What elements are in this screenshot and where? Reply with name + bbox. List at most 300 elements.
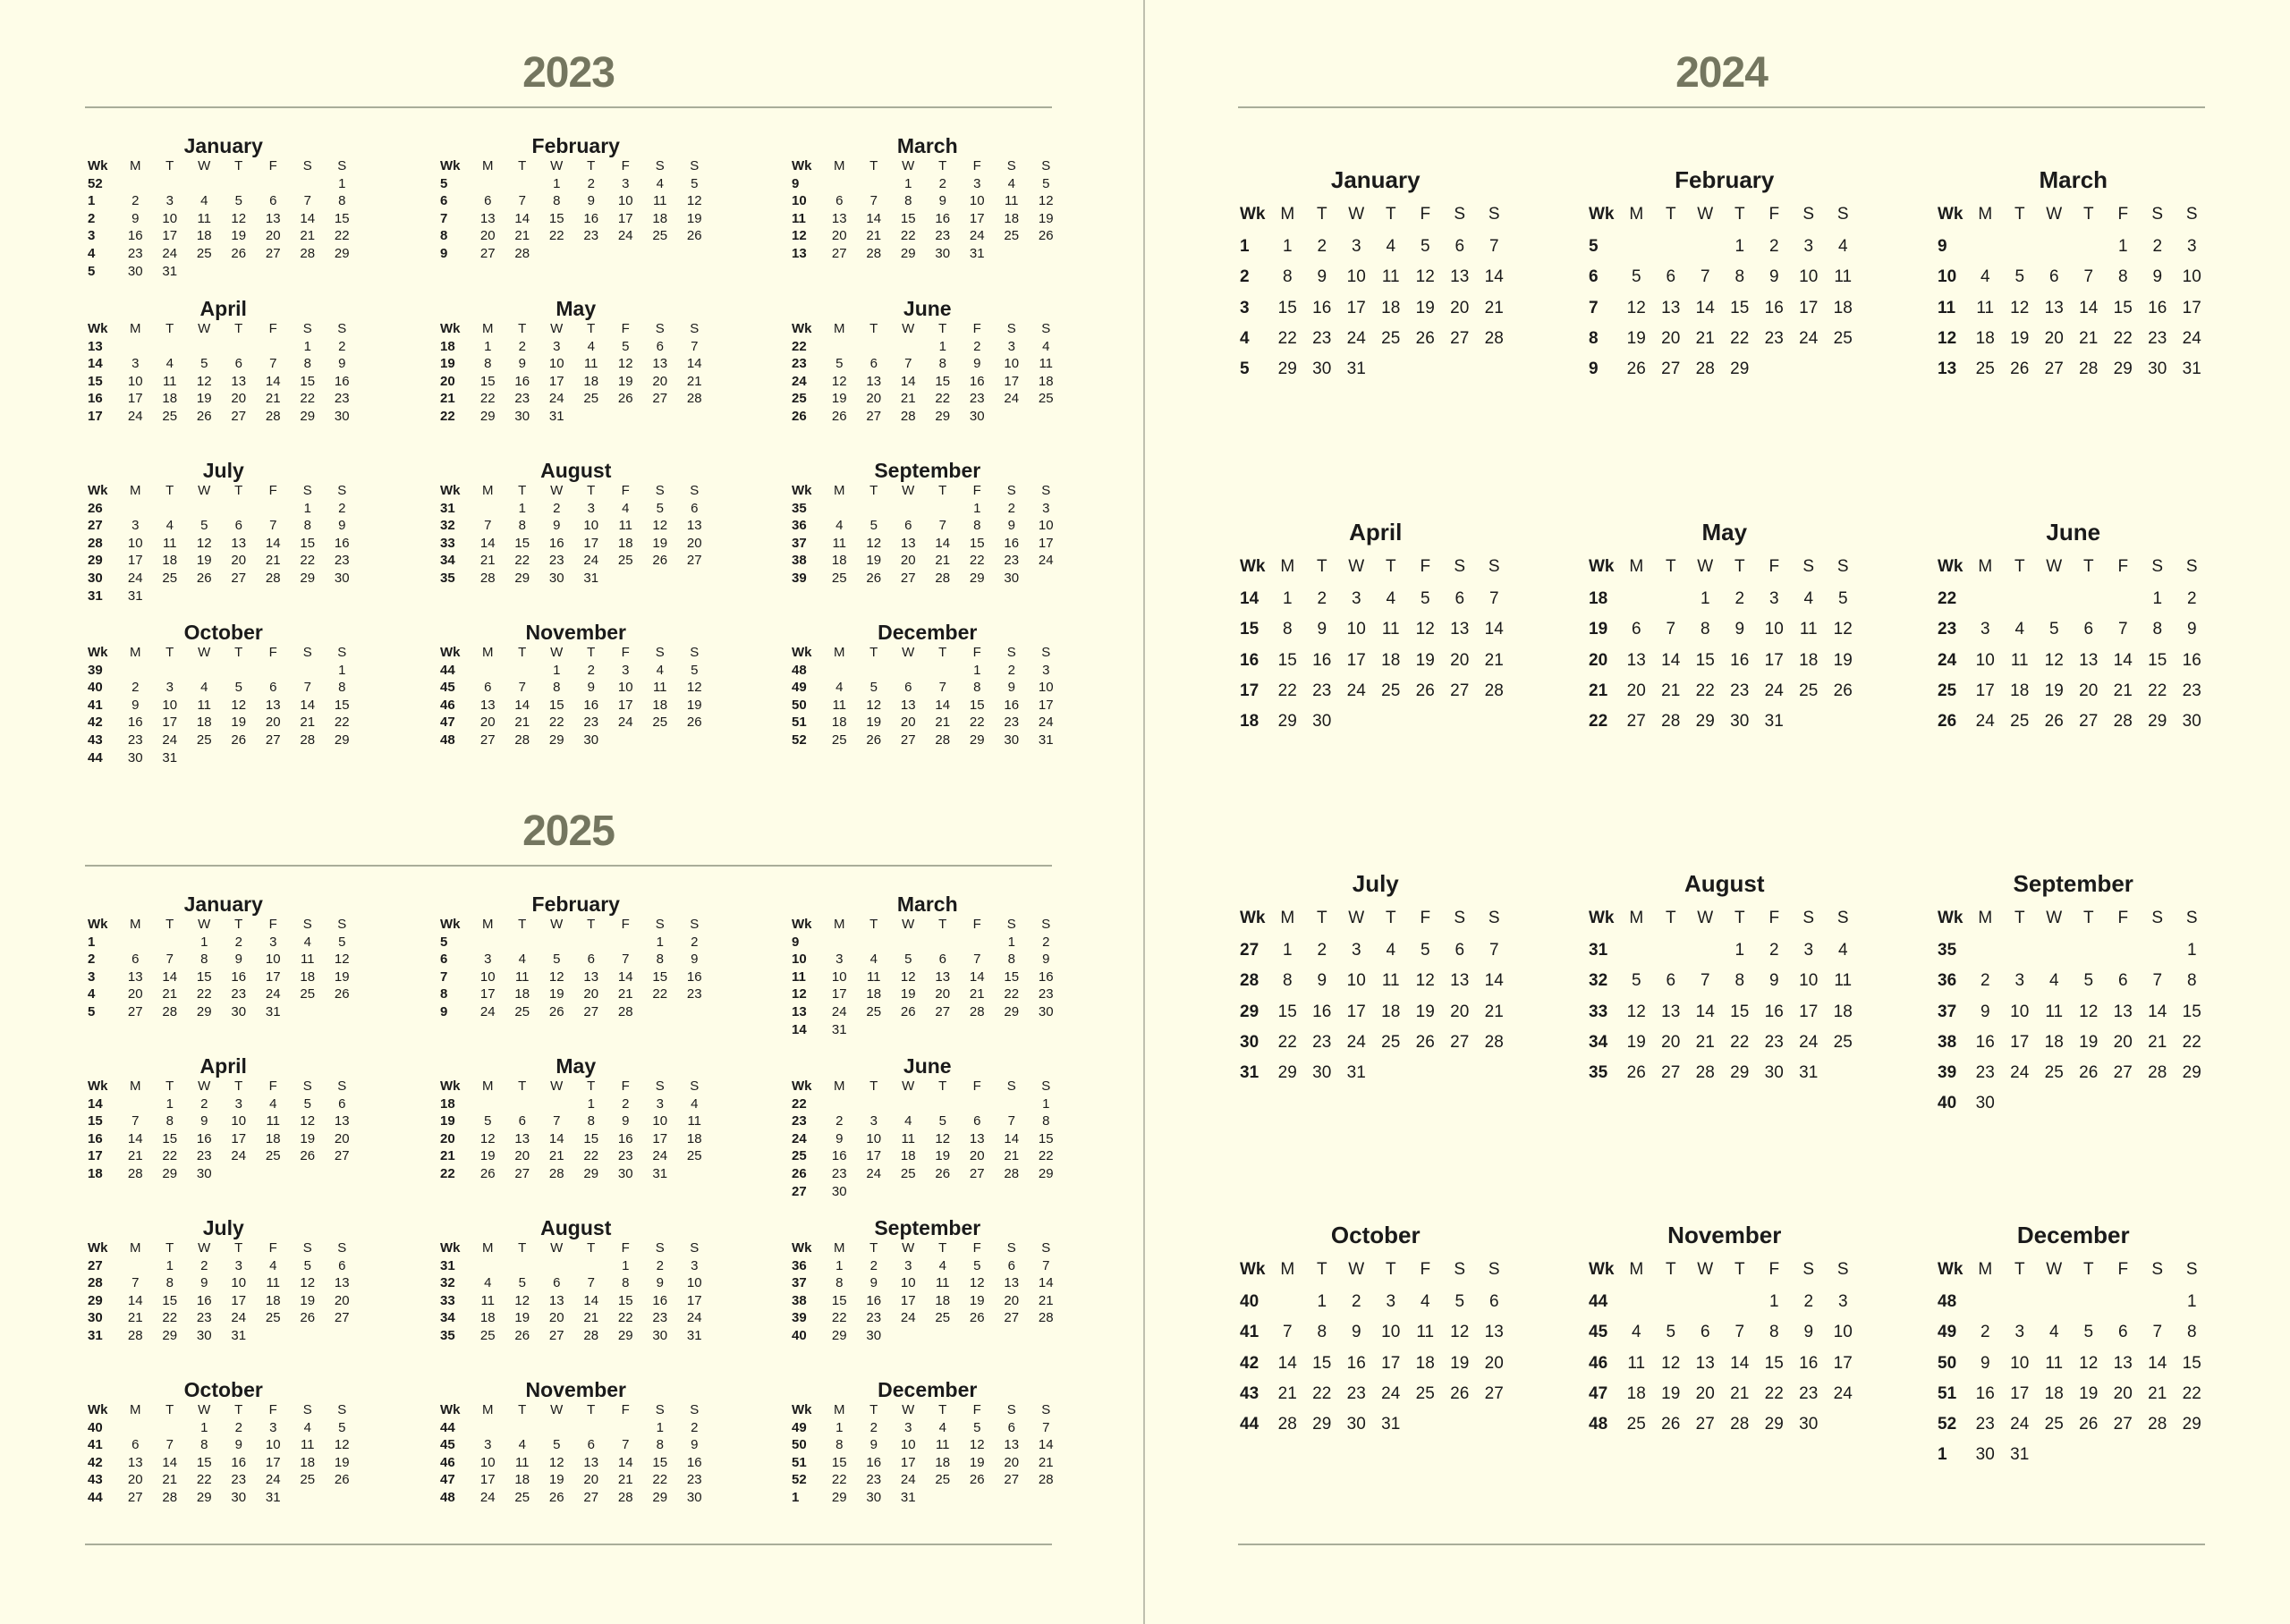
weekday-label: T	[869, 158, 878, 173]
week-number: 14	[1240, 589, 1260, 608]
day-cell: 29	[1730, 359, 1750, 379]
day-cell	[1408, 1409, 1443, 1440]
week-row	[440, 192, 712, 210]
day-cell: 7	[518, 680, 526, 696]
week-row	[792, 1436, 1064, 1454]
day-cell: 4	[165, 356, 174, 372]
day-cell: 25	[935, 1310, 951, 1326]
day-cell: 29	[196, 1003, 212, 1019]
day-cell: 5	[2083, 1323, 2094, 1342]
weekday-label: S	[2151, 205, 2164, 224]
week-row	[1938, 1409, 2209, 1440]
week-number: 51	[792, 1454, 807, 1470]
month-name: January	[183, 892, 263, 916]
day-cell: 1	[338, 175, 346, 191]
week-row	[440, 517, 712, 535]
day-cell: 14	[686, 356, 702, 372]
week-row	[1938, 1287, 2209, 1317]
weekday-label: W	[550, 321, 564, 336]
day-cell: 3	[553, 338, 561, 354]
day-cell: 3	[622, 175, 630, 191]
day-cell	[153, 338, 188, 356]
week-row	[88, 517, 360, 535]
day-cell: 24	[1975, 712, 1995, 732]
week-number: 16	[88, 391, 103, 407]
day-cell	[256, 588, 291, 605]
month-grid	[88, 1239, 360, 1345]
week-row	[1589, 646, 1861, 676]
week-number: 36	[792, 1257, 807, 1273]
weekday-label: T	[869, 645, 878, 660]
day-cell: 15	[2182, 1353, 2201, 1373]
day-cell: 28	[300, 732, 316, 748]
week-row	[88, 1419, 360, 1437]
weekday-label: S	[1006, 1240, 1016, 1256]
day-cell: 21	[1484, 650, 1504, 670]
day-cell: 27	[900, 570, 916, 586]
day-cell	[153, 588, 188, 605]
month-name: June	[2046, 519, 2101, 546]
week-number: 12	[1938, 328, 1957, 348]
day-cell: 5	[869, 518, 878, 534]
day-cell: 28	[1004, 1165, 1020, 1181]
day-cell	[891, 1021, 926, 1039]
day-cell: 17	[1038, 697, 1054, 713]
day-cell	[995, 1183, 1030, 1201]
week-number: 3	[88, 228, 96, 244]
week-number: 19	[1589, 620, 1608, 639]
day-cell: 24	[866, 1165, 882, 1181]
week-row	[792, 1309, 1064, 1327]
day-cell: 20	[686, 535, 702, 551]
day-cell	[1826, 354, 1861, 385]
weekday-label: M	[482, 483, 494, 498]
day-cell: 26	[1038, 228, 1054, 244]
day-cell: 9	[1007, 518, 1015, 534]
day-cell: 5	[553, 1437, 561, 1453]
day-cell: 29	[1277, 1063, 1297, 1083]
day-cell: 9	[553, 518, 561, 534]
day-cell: 30	[831, 1183, 847, 1199]
day-cell: 11	[832, 697, 847, 713]
week-row	[792, 968, 1064, 986]
month-grid	[1240, 1253, 1512, 1440]
day-cell: 12	[1626, 1002, 1646, 1021]
day-cell: 26	[514, 1327, 530, 1343]
week-number: 13	[88, 338, 103, 354]
day-cell	[960, 934, 995, 952]
day-cell	[995, 1095, 1030, 1113]
day-cell: 24	[1346, 328, 1366, 348]
weekday-label: T	[938, 917, 947, 932]
day-cell: 1	[938, 338, 946, 354]
day-cell: 5	[518, 1275, 526, 1291]
weekday-label: W	[198, 483, 211, 498]
day-cell: 20	[334, 1292, 350, 1308]
day-cell	[118, 662, 153, 680]
weekday-header-row	[440, 482, 712, 500]
weekday-label: W	[198, 1402, 211, 1417]
day-cell	[891, 500, 926, 518]
weekday-label: W	[902, 645, 915, 660]
day-cell	[291, 1165, 326, 1183]
weekday-header-row	[88, 1078, 360, 1095]
weekday-label: T	[1734, 1260, 1745, 1279]
day-cell: 23	[231, 986, 247, 1002]
day-cell: 22	[196, 1472, 212, 1488]
day-cell: 23	[127, 245, 143, 261]
day-cell: 5	[338, 1419, 346, 1435]
day-cell: 14	[866, 210, 882, 226]
week-row	[792, 1454, 1064, 1472]
day-cell: 8	[973, 680, 981, 696]
month-june-2023	[792, 297, 1064, 426]
weekday-label: S	[1488, 1260, 1500, 1279]
week-row	[440, 1095, 712, 1113]
weekday-label: T	[234, 158, 243, 173]
day-cell: 21	[265, 553, 281, 569]
month-june-2024	[1938, 514, 2209, 737]
day-cell: 5	[973, 1419, 981, 1435]
week-number: 43	[88, 732, 103, 748]
day-cell: 2	[338, 338, 346, 354]
day-cell: 23	[1038, 986, 1054, 1002]
month-name: February	[531, 134, 620, 157]
day-cell: 19	[2079, 1032, 2099, 1052]
day-cell: 19	[1415, 650, 1435, 670]
day-cell: 26	[196, 570, 212, 586]
weekday-label: S	[1454, 557, 1466, 576]
day-cell: 6	[553, 1275, 561, 1291]
weekday-label: M	[834, 645, 845, 660]
day-cell: 31	[265, 1489, 281, 1505]
day-cell: 19	[300, 1292, 316, 1308]
weekday-label: T	[2082, 557, 2094, 576]
day-cell: 17	[127, 553, 143, 569]
day-cell: 7	[303, 680, 311, 696]
day-cell: 26	[548, 1489, 564, 1505]
day-cell: 6	[518, 1113, 526, 1129]
day-cell: 12	[617, 356, 633, 372]
day-cell	[187, 662, 222, 680]
day-cell: 31	[831, 1021, 847, 1037]
day-cell: 25	[2010, 712, 2030, 732]
day-cell: 5	[200, 518, 208, 534]
weekday-header-row	[1938, 901, 2209, 935]
day-cell	[1826, 706, 1861, 737]
day-cell: 14	[935, 535, 951, 551]
weekday-header-row	[88, 482, 360, 500]
day-cell: 29	[900, 245, 916, 261]
week-number: 14	[88, 356, 103, 372]
day-cell: 30	[1312, 1063, 1332, 1083]
week-number: 40	[1240, 1292, 1260, 1311]
weekday-label: T	[234, 1078, 243, 1094]
day-cell: 21	[2148, 1032, 2167, 1052]
day-cell: 22	[1730, 1032, 1750, 1052]
day-cell: 11	[514, 968, 530, 985]
day-cell: 2	[869, 1257, 878, 1273]
day-cell: 10	[1381, 1323, 1401, 1342]
day-cell: 4	[869, 952, 878, 968]
day-cell: 2	[518, 338, 526, 354]
day-cell: 9	[1317, 267, 1327, 287]
day-cell	[118, 1095, 153, 1113]
day-cell: 9	[234, 952, 242, 968]
day-cell: 18	[935, 1454, 951, 1470]
week-header: Wk	[440, 158, 461, 173]
day-cell: 13	[1626, 650, 1646, 670]
day-cell: 26	[866, 570, 882, 586]
day-cell: 16	[548, 535, 564, 551]
day-cell: 23	[127, 732, 143, 748]
day-cell: 21	[969, 986, 985, 1002]
day-cell: 4	[484, 1275, 492, 1291]
day-cell: 6	[904, 680, 912, 696]
week-row	[88, 714, 360, 732]
day-cell: 3	[165, 680, 174, 696]
week-row	[88, 934, 360, 952]
day-cell: 15	[583, 1130, 599, 1146]
day-cell: 20	[583, 1472, 599, 1488]
month-november-2024	[1589, 1217, 1861, 1440]
week-number: 2	[1240, 267, 1250, 287]
day-cell: 18	[1381, 298, 1401, 317]
week-number: 18	[440, 338, 455, 354]
day-cell: 12	[1626, 298, 1646, 317]
day-cell	[1792, 354, 1827, 385]
week-number: 38	[792, 1292, 807, 1308]
week-number: 13	[792, 245, 807, 261]
day-cell: 19	[2044, 681, 2064, 700]
day-cell: 5	[2048, 620, 2059, 639]
day-cell: 18	[866, 986, 882, 1002]
week-row	[440, 1454, 712, 1472]
week-header: Wk	[88, 1240, 108, 1256]
week-number: 38	[792, 553, 807, 569]
year-title-2023: 2023	[522, 49, 615, 97]
day-cell	[187, 749, 222, 767]
day-cell: 29	[548, 732, 564, 748]
month-grid	[440, 1401, 712, 1507]
day-cell: 5	[234, 680, 242, 696]
weekday-label: S	[1836, 1260, 1849, 1279]
day-cell: 20	[831, 228, 847, 244]
day-cell: 17	[2182, 298, 2201, 317]
day-cell: 5	[338, 934, 346, 950]
day-cell: 6	[2117, 971, 2128, 991]
week-number: 44	[88, 749, 103, 765]
day-cell: 26	[1415, 1032, 1435, 1052]
day-cell: 22	[1038, 1148, 1054, 1164]
weekday-label: S	[2151, 557, 2164, 576]
day-cell: 25	[652, 715, 668, 731]
weekday-label: W	[550, 645, 564, 660]
day-cell: 7	[1666, 620, 1676, 639]
week-number: 14	[792, 1021, 807, 1037]
day-cell: 20	[1450, 1002, 1470, 1021]
day-cell: 8	[938, 356, 946, 372]
month-name: August	[540, 1216, 612, 1239]
day-cell: 11	[300, 1437, 315, 1453]
day-cell: 23	[686, 986, 702, 1002]
day-cell: 24	[1346, 681, 1366, 700]
day-cell: 1	[553, 175, 561, 191]
day-cell: 12	[334, 1437, 350, 1453]
week-row	[1938, 262, 2209, 292]
day-cell: 26	[652, 553, 668, 569]
week-row	[1589, 1349, 1861, 1379]
day-cell: 23	[1975, 1415, 1995, 1434]
day-cell: 20	[1661, 328, 1681, 348]
month-grid	[88, 320, 360, 426]
week-row	[792, 373, 1064, 391]
day-cell: 5	[1455, 1292, 1465, 1311]
day-cell: 30	[2148, 359, 2167, 379]
day-cell: 11	[197, 210, 212, 226]
day-cell: 14	[1038, 1437, 1054, 1453]
day-cell: 27	[479, 732, 496, 748]
day-cell: 4	[2048, 1323, 2059, 1342]
day-cell: 28	[617, 1489, 633, 1505]
day-cell: 19	[2079, 1383, 2099, 1403]
day-cell	[926, 1183, 961, 1201]
day-cell: 3	[1042, 500, 1050, 516]
day-cell: 12	[231, 210, 247, 226]
day-cell: 28	[2079, 359, 2099, 379]
day-cell: 24	[969, 228, 985, 244]
week-row	[792, 227, 1064, 245]
week-row	[88, 662, 360, 680]
day-cell: 10	[1764, 620, 1784, 639]
day-cell: 1	[835, 1257, 844, 1273]
day-cell: 5	[1631, 267, 1641, 287]
day-cell: 22	[1004, 986, 1020, 1002]
weekday-label: S	[1836, 557, 1849, 576]
day-cell	[2072, 232, 2107, 262]
day-cell	[857, 1183, 892, 1201]
day-cell: 25	[1415, 1383, 1435, 1403]
day-cell: 6	[1007, 1419, 1015, 1435]
day-cell: 17	[162, 228, 178, 244]
day-cell: 2	[1007, 662, 1015, 678]
day-cell: 15	[652, 1454, 668, 1470]
week-number: 29	[88, 1292, 103, 1308]
day-cell: 26	[617, 391, 633, 407]
day-cell	[291, 749, 326, 767]
day-cell: 30	[231, 1489, 247, 1505]
day-cell: 21	[514, 228, 530, 244]
day-cell: 22	[196, 986, 212, 1002]
week-header: Wk	[440, 321, 461, 336]
day-cell: 10	[1975, 650, 1995, 670]
week-number: 9	[440, 245, 448, 261]
week-row	[440, 338, 712, 356]
week-header: Wk	[88, 158, 108, 173]
month-february-2025	[440, 892, 712, 1021]
day-cell: 2	[1351, 1292, 1361, 1311]
month-january-2024	[1240, 162, 1512, 385]
day-cell: 23	[866, 1472, 882, 1488]
day-cell	[643, 408, 678, 426]
day-cell: 25	[935, 1472, 951, 1488]
week-row	[1589, 1028, 1861, 1058]
weekday-header-row	[792, 157, 1064, 175]
day-cell: 11	[2045, 1002, 2064, 1021]
day-cell: 26	[969, 1472, 985, 1488]
day-cell: 22	[300, 553, 316, 569]
day-cell: 1	[1700, 589, 1710, 608]
day-cell: 26	[1415, 328, 1435, 348]
day-cell: 3	[1351, 941, 1361, 960]
week-number: 10	[1938, 267, 1957, 287]
month-january-2023	[88, 134, 360, 280]
week-number: 1	[1938, 1445, 1947, 1465]
month-name: February	[531, 892, 620, 916]
week-row	[792, 662, 1064, 680]
weekday-label: T	[938, 1402, 947, 1417]
day-cell: 1	[200, 934, 208, 950]
day-cell: 5	[303, 1257, 311, 1273]
day-cell: 1	[622, 1257, 630, 1273]
weekday-label: F	[972, 158, 981, 173]
day-cell	[256, 749, 291, 767]
month-name: September	[2013, 870, 2133, 897]
weekday-label: T	[1734, 557, 1745, 576]
day-cell: 19	[231, 715, 247, 731]
week-number: 9	[440, 1003, 448, 1019]
day-cell: 2	[200, 1095, 208, 1112]
week-number: 43	[1240, 1383, 1260, 1403]
week-row	[792, 1292, 1064, 1310]
day-cell	[677, 1003, 712, 1021]
week-number: 29	[88, 553, 103, 569]
week-row	[792, 175, 1064, 193]
day-cell: 4	[269, 1257, 277, 1273]
day-cell	[153, 662, 188, 680]
day-cell: 24	[127, 570, 143, 586]
week-row	[88, 1327, 360, 1345]
day-cell: 25	[831, 732, 847, 748]
day-cell: 8	[338, 680, 346, 696]
day-cell: 12	[1038, 193, 1054, 209]
day-cell	[1968, 584, 2003, 614]
day-cell: 2	[200, 1257, 208, 1273]
weekday-label: T	[587, 483, 596, 498]
weekday-label: W	[902, 483, 915, 498]
day-cell: 4	[835, 518, 844, 534]
day-cell: 24	[1381, 1383, 1401, 1403]
day-cell	[256, 263, 291, 281]
week-number: 35	[792, 500, 807, 516]
day-cell: 9	[973, 356, 981, 372]
day-cell: 26	[2079, 1063, 2099, 1083]
week-row	[1589, 706, 1861, 737]
day-cell: 14	[583, 1292, 599, 1308]
week-number: 30	[88, 1310, 103, 1326]
weekday-label: F	[621, 158, 630, 173]
day-cell: 3	[869, 1113, 878, 1129]
day-cell: 9	[656, 1275, 664, 1291]
day-cell: 19	[866, 715, 882, 731]
month-may-2025	[440, 1054, 712, 1183]
week-row	[1938, 232, 2209, 262]
day-cell: 20	[1484, 1353, 1504, 1373]
week-row	[1938, 966, 2209, 996]
day-cell: 10	[1833, 1323, 1853, 1342]
day-cell: 12	[334, 952, 350, 968]
week-number: 46	[440, 1454, 455, 1470]
